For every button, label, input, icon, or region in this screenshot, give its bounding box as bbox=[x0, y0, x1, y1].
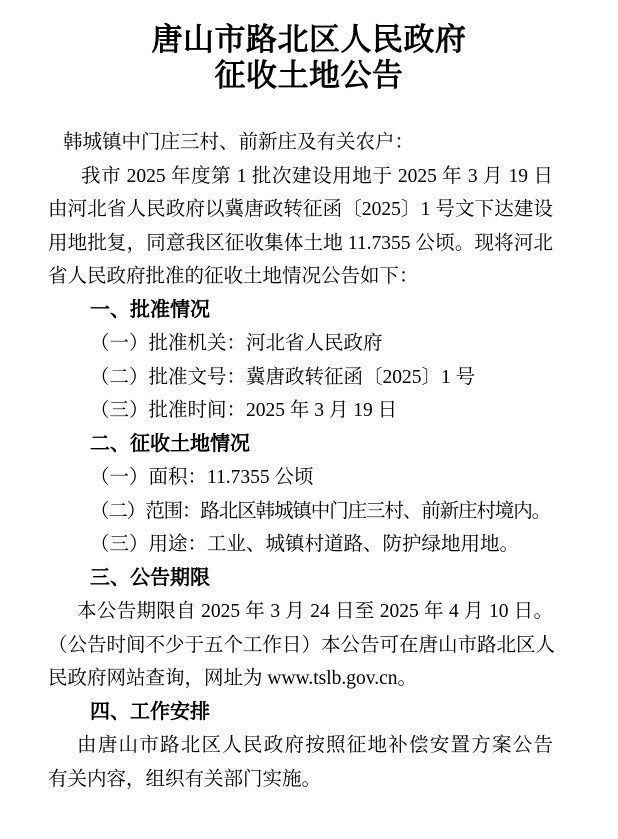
section4-heading: 四、工作安排 bbox=[90, 700, 210, 723]
document-title-line2: 征收土地公告 bbox=[214, 58, 404, 93]
section2-heading: 二、征收土地情况 bbox=[90, 432, 250, 455]
section2-item-3: （三）用途：工业、城镇村道路、防护绿地用地。 bbox=[90, 534, 520, 555]
document-body bbox=[0, 126, 618, 796]
section3-line-3: 民政府网站查询，网址为 www.tslb.gov.cn。 bbox=[48, 668, 418, 689]
intro-line-3: 用地批复，同意我区征收集体土地 11.7355 公顷。现将河北 bbox=[48, 232, 553, 254]
intro-line-2: 由河北省人民政府以冀唐政转征函〔2025〕1 号文下达建设 bbox=[48, 199, 553, 220]
section1-item-1: （一）批准机关：河北省人民政府 bbox=[90, 333, 383, 354]
section3-line-2: （公告时间不少于五个工作日）本公告可在唐山市路北区人 bbox=[48, 634, 556, 656]
section4-line-2: 有关内容，组织有关部门实施。 bbox=[48, 768, 322, 790]
section2-item-2: （二）范围：路北区韩城镇中门庄三村、前新庄村境内。 bbox=[90, 500, 551, 522]
section1-heading: 一、批准情况 bbox=[90, 298, 210, 321]
intro-line-1: 我市 2025 年度第 1 批次建设用地于 2025 年 3 月 19 日 bbox=[81, 165, 553, 187]
document-title bbox=[0, 22, 618, 94]
section3-heading: 三、公告期限 bbox=[90, 566, 210, 589]
section4-line-1: 由唐山市路北区人民政府按照征地补偿安置方案公告 bbox=[77, 735, 553, 756]
salutation-line: 韩城镇中门庄三村、前新庄及有关农户： bbox=[63, 132, 415, 153]
intro-line-4: 省人民政府批准的征收土地情况公告如下： bbox=[48, 266, 419, 287]
section3-line-1: 本公告期限自 2025 年 3 月 24 日至 2025 年 4 月 10 日。 bbox=[77, 601, 553, 622]
section1-item-3: （三）批准时间：2025 年 3 月 19 日 bbox=[90, 400, 398, 421]
section2-item-1: （一）面积：11.7355 公顷 bbox=[90, 467, 314, 488]
section1-item-2: （二）批准文号：冀唐政转征函〔2025〕1 号 bbox=[90, 366, 476, 388]
document-title-line1: 唐山市路北区人民政府 bbox=[151, 22, 467, 57]
